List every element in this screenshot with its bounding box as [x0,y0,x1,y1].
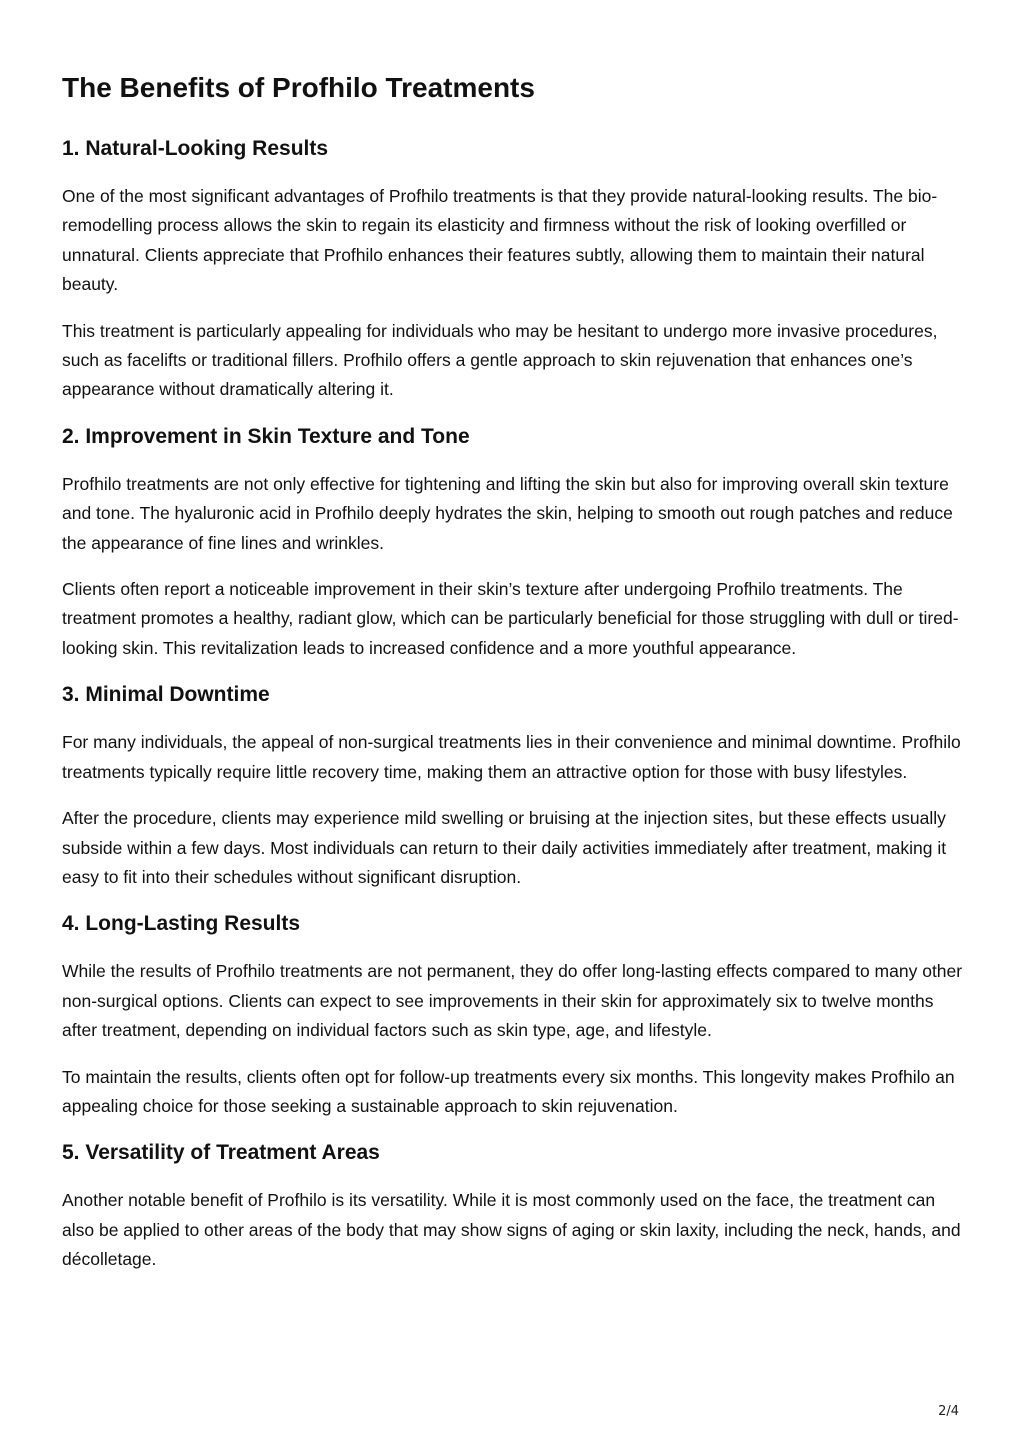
page-number: 2/4 [938,1404,959,1419]
paragraph: One of the most significant advantages of Profhilo treatments is that they provide natural-looking results. The bio-remodelling process allows the skin to regain its elasticity and firmness without the risk of looking overfilled or unnatural. Clients appreciate that Profhilo enhances their features subtly, allowing them to maintain their natural beauty. [62,186,938,295]
section-long-lasting-results [62,909,972,1121]
paragraph: To maintain the results, clients often opt for follow-up treatments every six months. This longevity makes Profhilo an appealing choice for those seeking a sustainable approach to skin rejuvenation. [62,1066,955,1116]
paragraph: Profhilo treatments are not only effective for tightening and lifting the skin but also for improving overall skin texture and tone. The hyaluronic acid in Profhilo deeply hydrates the skin, helping to smooth out rough patches and reduce the appearance of fine lines and wrinkles. [62,473,953,553]
section-heading: 4. Long-Lasting Results [62,912,301,936]
section-minimal-downtime [62,680,972,892]
section-heading: 5. Versatility of Treatment Areas [62,1141,380,1165]
paragraph: Another notable benefit of Profhilo is its versatility. While it is most commonly used on the face, the treatment can also be applied to other areas of the body that may show signs of aging or skin laxity, including the neck, hands, and décolletage. [62,1190,961,1270]
paragraph: Clients often report a noticeable improvement in their skin’s texture after undergoing Profhilo treatments. The treatment promotes a healthy, radiant glow, which can be particularly beneficial for those struggling with dull or tired-looking skin. This revitalization leads to increased confidence and a more youthful appearance. [62,579,959,658]
paragraph: For many individuals, the appeal of non-surgical treatments lies in their convenience and minimal downtime. Profhilo treatments typically require little recovery time, making them an attractive option for those with busy lifestyles. [62,732,961,782]
section-heading: 1. Natural-Looking Results [62,137,329,160]
section-heading: 3. Minimal Downtime [62,683,270,707]
section-natural-looking-results [62,134,972,405]
document-page [62,68,972,1292]
section-skin-texture-and-tone [62,422,972,663]
section-heading: 2. Improvement in Skin Texture and Tone [62,424,470,448]
section-versatility-of-treatment-areas [62,1138,972,1274]
paragraph: After the procedure, clients may experience mild swelling or bruising at the injection sites, but these effects usually subside within a few days. Most individuals can return to their daily activities immediately after treatment, making it easy to fit into their schedules without significant disruption. [62,808,947,887]
page-title: The Benefits of Profhilo Treatments [62,72,535,103]
paragraph: While the results of Profhilo treatments are not permanent, they do offer long-lasting effects compared to many other non-surgical options. Clients can expect to see improvements in their skin for approximately six to twelve months after treatment, depending on individual factors such as skin type, age, and lifestyle. [62,961,963,1041]
paragraph: This treatment is particularly appealing for individuals who may be hesitant to undergo more invasive procedures, such as facelifts or traditional fillers. Profhilo offers a gentle approach to skin rejuvenation that enhances one’s appearance without dramatically altering it. [62,320,938,400]
